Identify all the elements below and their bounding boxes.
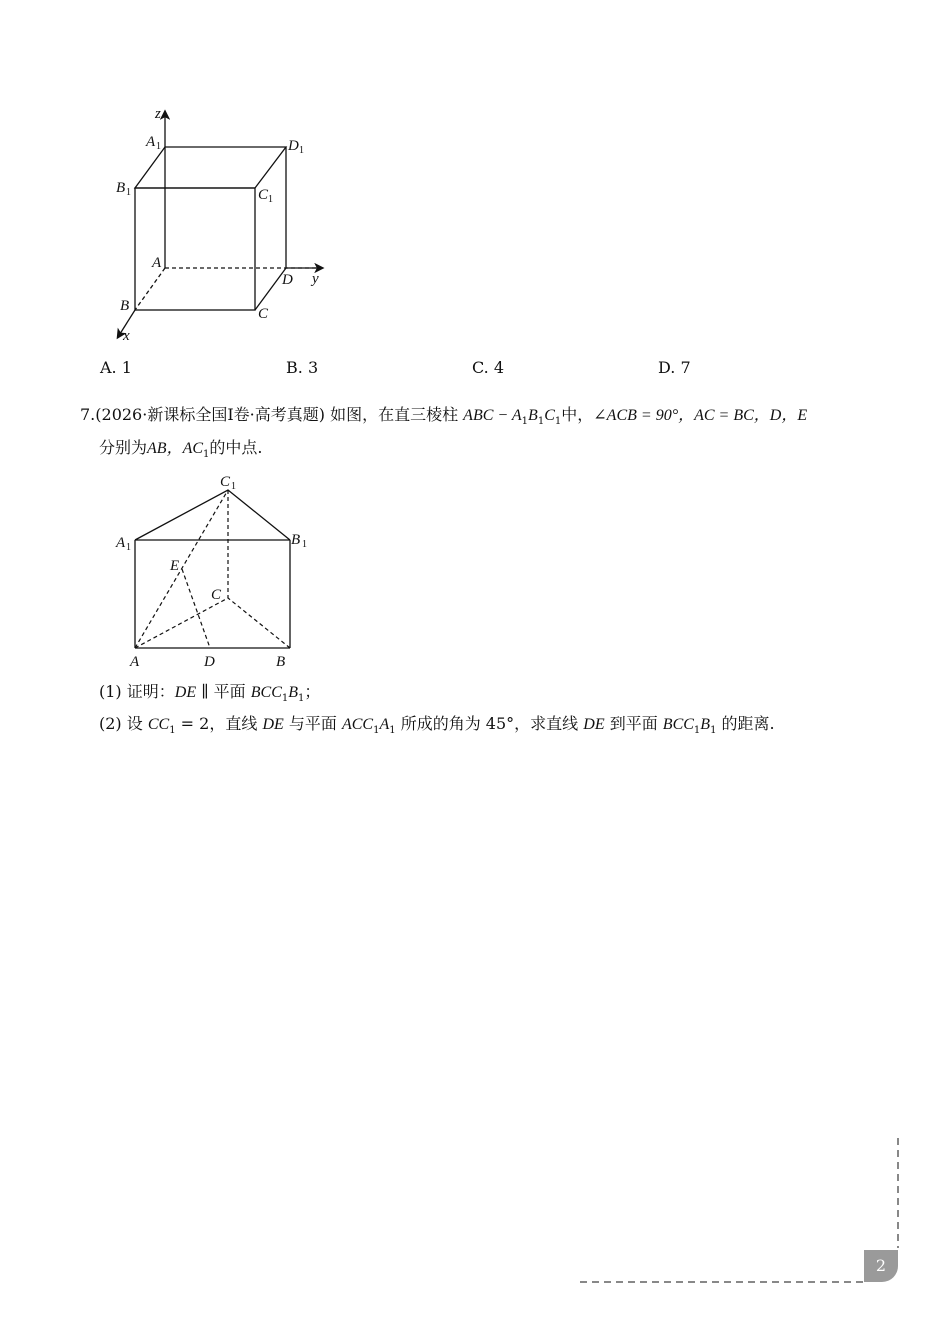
sub-question-1: (1) 证明：DE ∥ 平面 $BCC_1B_1$； (99, 682, 321, 705)
option-d[interactable]: D. 7 (658, 358, 691, 377)
svg-text:1: 1 (231, 481, 236, 492)
page-corner-border (570, 1130, 910, 1290)
page-number: 2 (864, 1250, 898, 1282)
label-A: A (152, 255, 162, 271)
label-D: D (204, 654, 215, 670)
svg-text:1: 1 (126, 187, 131, 198)
q7-line1: 7.(2026·新课标全国Ⅰ卷·高考真题) 如图，在直三棱柱 ABC − $A_1B_1C_1$中，∠ACB = 90°，AC = BC，D，E (80, 405, 808, 428)
label-E: E (170, 558, 180, 574)
svg-text:1: 1 (156, 141, 161, 152)
label-D: D (282, 272, 293, 288)
label-C1: C (220, 474, 231, 490)
label-A1: A (116, 535, 126, 551)
option-c[interactable]: C. 4 (472, 358, 505, 377)
label-D1: D (288, 138, 299, 154)
label-A: A (130, 654, 140, 670)
label-B1: B (116, 180, 126, 196)
label-C1: C (258, 187, 269, 203)
label-z: z (155, 106, 161, 122)
svg-text:1: 1 (268, 194, 273, 205)
svg-text:1: 1 (299, 145, 304, 156)
option-a[interactable]: A. 1 (100, 358, 132, 377)
label-x: x (123, 328, 130, 344)
label-B: B (120, 298, 130, 314)
label-y: y (312, 271, 319, 287)
cube-figure (100, 100, 340, 350)
svg-text:1: 1 (302, 539, 307, 550)
label-B1: B (291, 532, 301, 548)
label-B: B (276, 654, 286, 670)
option-b[interactable]: B. 3 (286, 358, 319, 377)
cube-top-face (135, 147, 286, 188)
svg-text:1: 1 (126, 542, 131, 553)
x-axis (135, 268, 165, 310)
label-C: C (211, 587, 222, 603)
sub-question-2: (2) 设 $CC_1 = 2$，直线 DE 与平面 $ACC_1A_1$ 所成的角为 45°，求直线 DE 到平面 $BCC_1B_1$ 的距离. (99, 714, 775, 737)
label-A1: A (146, 134, 156, 150)
label-C: C (258, 306, 269, 322)
prism-figure (110, 470, 330, 675)
q7-line2: 分别为AB，$AC_1$的中点. (99, 438, 263, 461)
cube-front-face (135, 188, 255, 310)
